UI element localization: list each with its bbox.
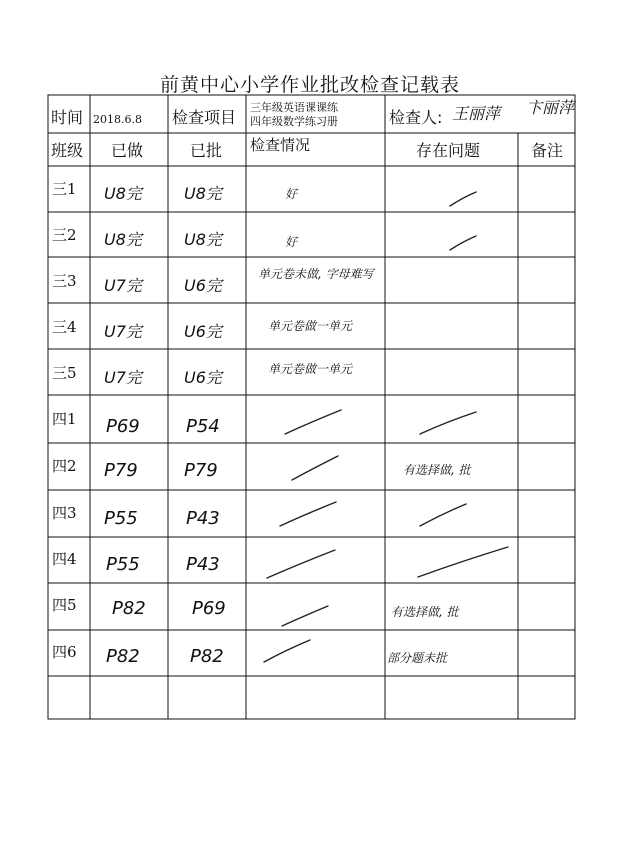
- table-row-done: U8完: [104, 230, 142, 249]
- table-row-graded: P54: [186, 416, 220, 437]
- table-row-done: U7完: [104, 368, 142, 387]
- table-row-class: 三1: [52, 180, 77, 198]
- checker-signature-1: 王丽萍: [452, 104, 501, 123]
- checkmark-icon: [418, 502, 468, 530]
- date-value: 2018.6.8: [93, 113, 142, 126]
- table-row-class: 三2: [52, 226, 77, 244]
- column-header-class: 班级: [51, 141, 84, 160]
- table-row-class: 四1: [52, 410, 77, 428]
- column-header-status: 检查情况: [250, 136, 311, 154]
- table-row-graded: P69: [192, 598, 226, 619]
- column-header-done: 已做: [111, 141, 144, 160]
- checkmark-icon: [265, 548, 337, 582]
- table-row-graded: P43: [186, 508, 220, 529]
- table-row-class: 四6: [52, 643, 77, 661]
- checkmark-icon: [448, 190, 478, 210]
- table-row-status: 单元卷做一单元: [268, 362, 353, 376]
- checkmark-icon: [290, 454, 340, 484]
- table-row-graded: P82: [190, 646, 224, 667]
- table-row-done: U7完: [104, 276, 142, 295]
- project-english: 三年级英语课课练: [250, 101, 338, 114]
- table-row-status: 好: [285, 235, 298, 249]
- table-row-graded: U8完: [184, 230, 222, 249]
- column-header-graded: 已批: [190, 141, 223, 160]
- table-row-done: P55: [104, 508, 138, 529]
- table-row-graded: U6完: [184, 368, 222, 387]
- checkmark-icon: [278, 500, 338, 530]
- table-row-graded: U6完: [184, 322, 222, 341]
- column-header-issue: 存在问题: [416, 141, 481, 160]
- table-row-class: 四3: [52, 504, 77, 522]
- table-row-done: P82: [112, 598, 146, 619]
- checkmark-icon: [280, 604, 330, 630]
- table-row-issue: 部分题未批: [387, 651, 448, 665]
- table-row-status: 好: [285, 187, 298, 201]
- table-row-class: 三5: [52, 364, 77, 382]
- column-header-note: 备注: [531, 141, 564, 160]
- project-math: 四年级数学练习册: [250, 115, 338, 128]
- project-label: 检查项目: [172, 108, 237, 127]
- time-label: 时间: [51, 108, 84, 127]
- table-row-done: P82: [106, 646, 140, 667]
- checker-signature-2: 卞丽萍: [526, 98, 575, 117]
- checkmark-icon: [262, 638, 312, 666]
- checkmark-icon: [418, 410, 478, 438]
- table-row-class: 三4: [52, 318, 77, 336]
- table-row-status: 单元卷做一单元: [268, 319, 353, 333]
- table-row-graded: P79: [184, 460, 218, 481]
- checkmark-icon: [416, 545, 510, 581]
- table-row-graded: U8完: [184, 184, 222, 203]
- table-row-graded: P43: [186, 554, 220, 575]
- table-row-done: P69: [106, 416, 140, 437]
- table-row-class: 四5: [52, 596, 77, 614]
- checkmark-icon: [448, 234, 478, 254]
- table-row-status: 单元卷未做, 字母难写: [258, 267, 374, 281]
- table-row-issue: 有选择做, 批: [391, 605, 459, 619]
- table-row-class: 四2: [52, 457, 77, 475]
- table-row-done: U7完: [104, 322, 142, 341]
- table-row-issue: 有选择做, 批: [403, 463, 471, 477]
- table-row-done: P79: [104, 460, 138, 481]
- table-row-done: U8完: [104, 184, 142, 203]
- table-row-class: 三3: [52, 272, 77, 290]
- checkmark-icon: [283, 408, 343, 438]
- checker-label: 检查人:: [389, 108, 443, 127]
- page-title: 前黄中心小学作业批改检查记载表: [159, 74, 460, 96]
- table-row-graded: U6完: [184, 276, 222, 295]
- table-row-class: 四4: [52, 550, 77, 568]
- table-row-done: P55: [106, 554, 140, 575]
